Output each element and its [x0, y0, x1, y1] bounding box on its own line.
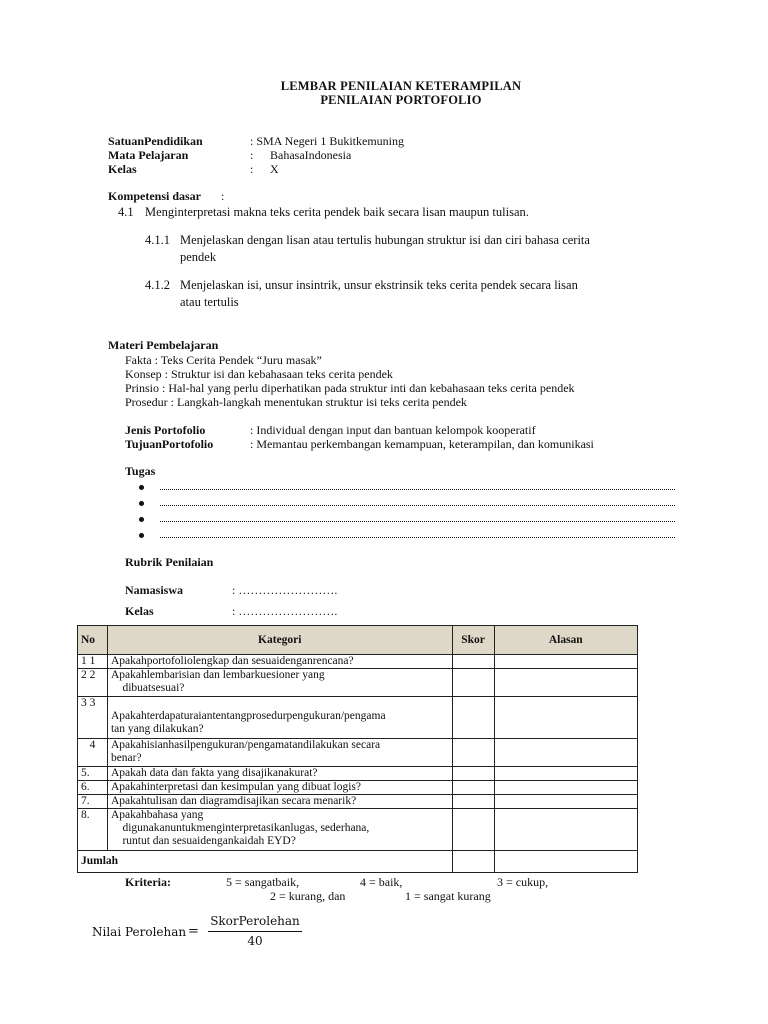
jumlah-label: Jumlah — [78, 851, 453, 873]
row-kategori: Apakah data dan fakta yang disajikanakurat? — [107, 767, 452, 781]
jenis-portofolio-label: Jenis Portofolio — [125, 423, 206, 437]
materi-prinsip: Prinsio : Hal-hal yang perlu diperhatikan pada struktur inti dan kebahasaan teks cerita pendek — [125, 381, 575, 395]
row-skor-cell — [452, 669, 494, 697]
tujuan-portofolio-label: TujuanPortofolio — [125, 437, 214, 451]
bullet-icon — [139, 533, 144, 538]
document-subtitle: PENILAIAN PORTOFOLIO — [320, 93, 482, 107]
bullet-icon — [139, 485, 144, 490]
table-row — [78, 809, 638, 851]
rubrik-label: Rubrik Penilaian — [125, 555, 214, 569]
table-row — [78, 655, 638, 669]
formula-equals: = — [188, 924, 199, 939]
kelas-colon: : — [250, 162, 254, 176]
nama-siswa-label: Namasiswa — [125, 583, 184, 597]
row-kategori: Apakahlembarisian dan lembarkuesioner yang dibuatsesuai? — [107, 669, 452, 697]
indicator-1-line2: pendek — [180, 250, 217, 264]
tugas-blank-line — [160, 532, 675, 538]
jenis-portofolio-value: : Individual dengan input dan bantuan kelompok kooperatif — [250, 423, 536, 437]
kd-number: 4.1 — [118, 205, 134, 219]
table-row — [78, 739, 638, 767]
table-row — [78, 669, 638, 697]
satuan-value: : SMA Negeri 1 Bukitkemuning — [250, 134, 404, 148]
row-kategori: Apakahportofoliolengkap dan sesuaidenganrencana? — [107, 655, 452, 669]
row-alasan-cell — [494, 809, 637, 851]
row-alasan-cell — [494, 669, 637, 697]
row-alasan-cell — [494, 739, 637, 767]
header-kategori: Kategori — [107, 626, 452, 655]
tujuan-portofolio-value: : Memantau perkembangan kemampuan, keterampilan, dan komunikasi — [250, 437, 594, 451]
indicator-2-number: 4.1.2 — [145, 278, 170, 292]
kelas-value: X — [270, 162, 279, 176]
rubrik-kelas-value: : ……………………. — [232, 604, 338, 618]
row-skor-cell — [452, 781, 494, 795]
materi-konsep: Konsep : Struktur isi dan kebahasaan teks cerita pendek — [125, 367, 393, 381]
nama-siswa-value: : ……………………. — [232, 583, 338, 597]
formula-numerator: SkorPerolehan — [210, 914, 300, 928]
row-skor-cell — [452, 655, 494, 669]
tugas-blank-line — [160, 516, 675, 522]
materi-label: Materi Pembelajaran — [108, 338, 219, 352]
header-alasan: Alasan — [494, 626, 637, 655]
row-skor-cell — [452, 739, 494, 767]
table-total-row — [78, 851, 638, 873]
tugas-blank-line — [160, 500, 675, 506]
rubric-table — [77, 625, 638, 873]
bullet-icon — [139, 501, 144, 506]
formula-fraction — [208, 914, 302, 948]
row-kategori: Apakahinterpretasi dan kesimpulan yang dibuat logis? — [107, 781, 452, 795]
row-no: 1 1 — [78, 655, 108, 669]
row-alasan-cell — [494, 781, 637, 795]
table-header-row — [78, 626, 638, 655]
bullet-icon — [139, 517, 144, 522]
row-kategori: Apakahtulisan dan diagramdisajikan secara menarik? — [107, 795, 452, 809]
kriteria-3: 3 = cukup, — [497, 875, 549, 889]
kriteria-4: 4 = baik, — [360, 875, 403, 889]
kompetensi-colon: : — [221, 189, 225, 203]
row-alasan-cell — [494, 697, 637, 739]
row-no: 4 — [78, 739, 108, 767]
row-skor-cell — [452, 767, 494, 781]
row-no: 7. — [78, 795, 108, 809]
indicator-1-number: 4.1.1 — [145, 233, 170, 247]
table-row — [78, 697, 638, 739]
kriteria-5: 5 = sangatbaik, — [226, 875, 300, 889]
row-alasan-cell — [494, 795, 637, 809]
row-kategori: Apakahisianhasilpengukuran/pengamatandilakukan secara benar? — [107, 739, 452, 767]
kriteria-1: 1 = sangat kurang — [405, 889, 491, 903]
row-no: 2 2 — [78, 669, 108, 697]
mapel-value: BahasaIndonesia — [270, 148, 352, 162]
indicator-1-line1: Menjelaskan dengan lisan atau tertulis hubungan struktur isi dan ciri bahasa cerita — [180, 233, 590, 247]
row-skor-cell — [452, 697, 494, 739]
kriteria-2: 2 = kurang, dan — [270, 889, 346, 903]
kd-text: Menginterpretasi makna teks cerita pendek baik secara lisan maupun tulisan. — [145, 205, 529, 219]
jumlah-skor-cell — [452, 851, 494, 873]
row-skor-cell — [452, 795, 494, 809]
table-row — [78, 795, 638, 809]
tugas-blank-line — [160, 484, 675, 490]
formula-denominator: 40 — [247, 934, 263, 948]
rubrik-kelas-label: Kelas — [125, 604, 154, 618]
row-no: 8. — [78, 809, 108, 851]
mapel-label: Mata Pelajaran — [108, 148, 189, 162]
formula-lhs: Nilai Perolehan — [92, 925, 187, 939]
row-kategori: Apakahbahasa yang digunakanuntukmenginterpretasikanlugas, sederhana, runtut dan sesuaidengankaidah EYD? — [107, 809, 452, 851]
materi-fakta: Fakta : Teks Cerita Pendek “Juru masak” — [125, 353, 322, 367]
kelas-label: Kelas — [108, 162, 137, 176]
kompetensi-label: Kompetensi dasar — [108, 189, 201, 203]
indicator-2-line1: Menjelaskan isi, unsur insintrik, unsur ekstrinsik teks cerita pendek secara lisan — [180, 278, 578, 292]
tugas-label: Tugas — [125, 464, 156, 478]
document-title: LEMBAR PENILAIAN KETERAMPILAN — [280, 79, 522, 93]
jumlah-alasan-cell — [494, 851, 637, 873]
mapel-colon: : — [250, 148, 254, 162]
fraction-line — [208, 931, 302, 932]
row-skor-cell — [452, 809, 494, 851]
row-alasan-cell — [494, 767, 637, 781]
header-skor: Skor — [452, 626, 494, 655]
row-alasan-cell — [494, 655, 637, 669]
table-row — [78, 767, 638, 781]
row-kategori: Apakahterdapaturaiantentangprosedurpengukuran/pengama tan yang dilakukan? — [107, 697, 452, 739]
header-no: No — [78, 626, 108, 655]
satuan-label: SatuanPendidikan — [108, 134, 203, 148]
kriteria-label: Kriteria: — [125, 875, 171, 889]
materi-prosedur: Prosedur : Langkah-langkah menentukan struktur isi teks cerita pendek — [125, 395, 467, 409]
row-no: 6. — [78, 781, 108, 795]
row-no: 5. — [78, 767, 108, 781]
table-row — [78, 781, 638, 795]
indicator-2-line2: atau tertulis — [180, 295, 239, 309]
row-no: 3 3 — [78, 697, 108, 739]
